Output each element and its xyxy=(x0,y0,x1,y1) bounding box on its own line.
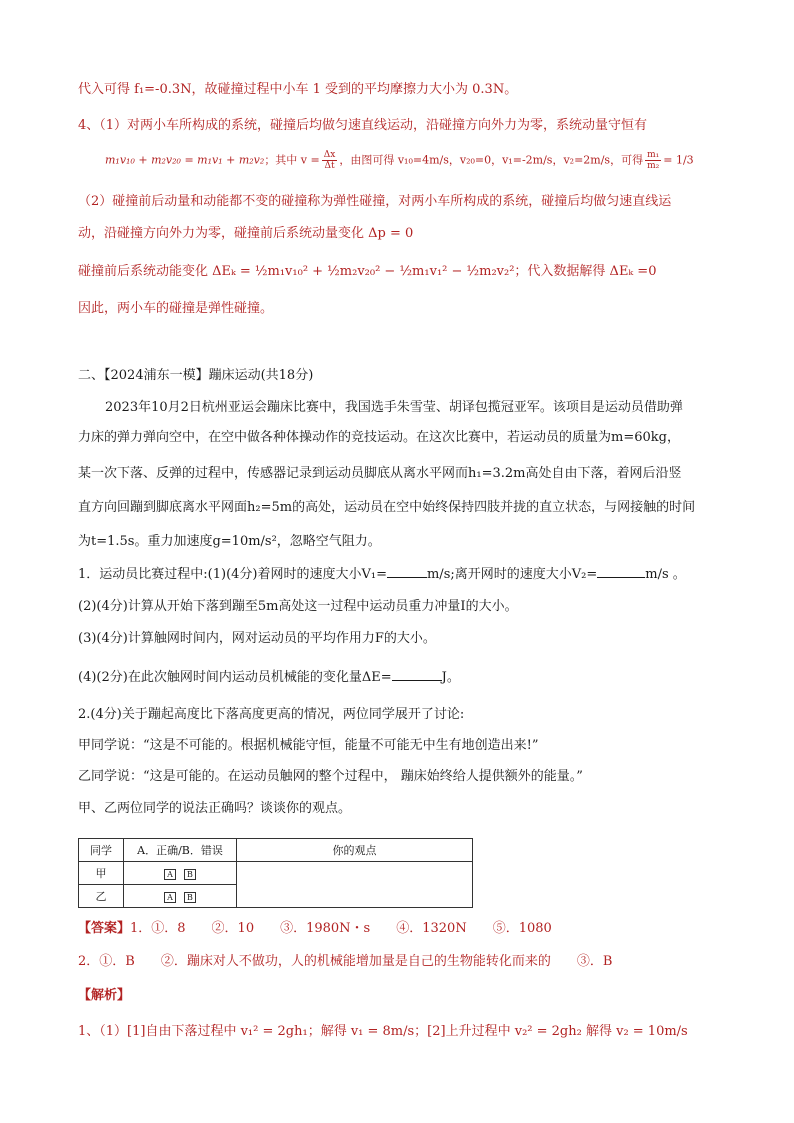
question-1-part-4: (4)(2分)在此次触网时间内运动员机械能的变化量ΔE= J。 xyxy=(78,670,460,685)
answer-blank-v1[interactable] xyxy=(387,577,427,578)
result-line: 代入可得 f₁=-0.3N，故碰撞过程中小车 1 受到的平均摩擦力大小为 0.3N。 xyxy=(78,82,518,97)
problem-paragraph-2: 力床的弹力弹向空中，在空中做各种体操动作的竞技运动。在这次比赛中，若运动员的质量为m=60kg， xyxy=(78,430,680,445)
q4-part2-line1: （2）碰撞前后动量和动能都不变的碰撞称为弹性碰撞，对两小车所构成的系统，碰撞后均做匀速直线运 xyxy=(78,194,672,209)
problem-paragraph-3: 某一次下落、反弹的过程中，传感器记录到运动员脚底从离水平网而h₁=3.2m高处自由下落，着网后沿竖 xyxy=(78,466,682,481)
answer-label: 【答案】 xyxy=(78,921,131,936)
problem-paragraph-1: 2023年10月2日杭州亚运会蹦床比赛中，我国选手朱雪莹、胡译包揽冠亚军。该项目是运动员借助弹 xyxy=(105,400,683,415)
analysis-line-1: 1、（1）[1]自由下落过程中 v₁² = 2gh₁；解得 v₁ = 8m/s；[2]上升过程中 v₂² = 2gh₂ 解得 v₂ = 10m/s xyxy=(78,1024,688,1039)
q4-part1-line: 4、（1）对两小车所构成的系统，碰撞后均做匀速直线运动，沿碰撞方向外力为零，系统动量守恒有 xyxy=(78,118,648,133)
answer-table xyxy=(78,838,473,908)
choice-cell-yi xyxy=(124,885,237,908)
question-1-part-2: (2)(4分)计算从开始下落到蹦至5m高处这一过程中运动员重力冲量I的大小。 xyxy=(78,599,518,614)
choice-cell-jia xyxy=(124,862,237,885)
equation-values: ，由图可得 v₁₀=4m/s，v₂₀=0，v₁=-2m/s，v₂=2m/s，可得 xyxy=(339,153,644,167)
table-header-choice: A．正确/B．错误 xyxy=(124,839,237,862)
equation-text: ；其中 v = xyxy=(264,153,320,167)
answer-line-2: 2．①．B ②．蹦床对人不做功，人的机械能增加量是自己的生物能转化而来的 ③．B xyxy=(78,954,613,969)
student-yi-statement: 乙同学说：“这是可能的。在运动员触网的整个过程中， 蹦床始终给人提供额外的能量。” xyxy=(78,769,583,784)
choice-box-a[interactable]: A xyxy=(164,869,176,880)
answer-blank-v2[interactable] xyxy=(597,577,645,578)
question-1-part-1: 1．运动员比赛过程中:(1)(4分)着网时的速度大小V₁= m/s;离开网时的速度大小V₂= m/s 。 xyxy=(78,567,686,582)
opinion-cell[interactable] xyxy=(237,862,473,908)
q4-momentum-equation xyxy=(105,150,694,171)
answer-line-1: 【答案】1．①．8 ②．10 ③．1980N・s ④．1320N ⑤．1080 xyxy=(78,921,552,936)
section-heading: 二、【2024浦东一模】蹦床运动(共18分) xyxy=(78,368,314,383)
question-2-intro: 2.(4分)关于蹦起高度比下落高度更高的情况，两位同学展开了讨论: xyxy=(78,707,465,722)
q4-part2-line2: 动，沿碰撞方向外力为零，碰撞前后系统动量变化 Δp = 0 xyxy=(78,226,414,241)
problem-paragraph-5: 为t=1.5s。重力加速度g=10m/s²，忽略空气阻力。 xyxy=(78,534,381,549)
choice-box-b[interactable]: B xyxy=(184,869,196,880)
q4-conclusion: 因此，两小车的碰撞是弹性碰撞。 xyxy=(78,301,274,316)
velocity-fraction: $\frac{\Delta x}{\Delta t}$ xyxy=(323,150,336,171)
question-1-part-3: (3)(4分)计算触网时间内，网对运动员的平均作用力F的大小。 xyxy=(78,631,436,646)
choice-box-b[interactable]: B xyxy=(184,892,196,903)
table-row-jia: 甲 xyxy=(79,862,124,885)
problem-paragraph-4: 直方向回蹦到脚底离水平网面h₂=5m的高处，运动员在空中始终保持四肢并拢的直立状态，与网接触的时间 xyxy=(78,500,696,515)
mass-ratio-fraction: $\frac{\text{m₁}}{\text{m₂}}$ xyxy=(647,150,660,171)
table-row-yi: 乙 xyxy=(79,885,124,908)
momentum-equation: m₁v₁₀ + m₂v₂₀ = m₁v₁ + m₂v₂ xyxy=(105,153,265,167)
choice-box-a[interactable]: A xyxy=(164,892,176,903)
mass-ratio-value: = 1/3 xyxy=(663,153,694,167)
table-header-student: 同学 xyxy=(79,839,124,862)
student-jia-statement: 甲同学说：“这是不可能的。根据机械能守恒，能量不可能无中生有地创造出来!” xyxy=(78,738,539,753)
analysis-label: 【解析】 xyxy=(78,988,131,1003)
answer-blank-energy[interactable] xyxy=(392,680,442,681)
table-header-opinion: 你的观点 xyxy=(237,839,473,862)
question-2-prompt: 甲、乙两位同学的说法正确吗？谈谈你的观点。 xyxy=(78,801,352,816)
q4-part2-line3: 碰撞前后系统动能变化 ΔEₖ = ½m₁v₁₀² + ½m₂v₂₀² − ½m₁v₁² − ½m₂v₂²；代入数据解得 ΔEₖ =0 xyxy=(78,264,657,279)
